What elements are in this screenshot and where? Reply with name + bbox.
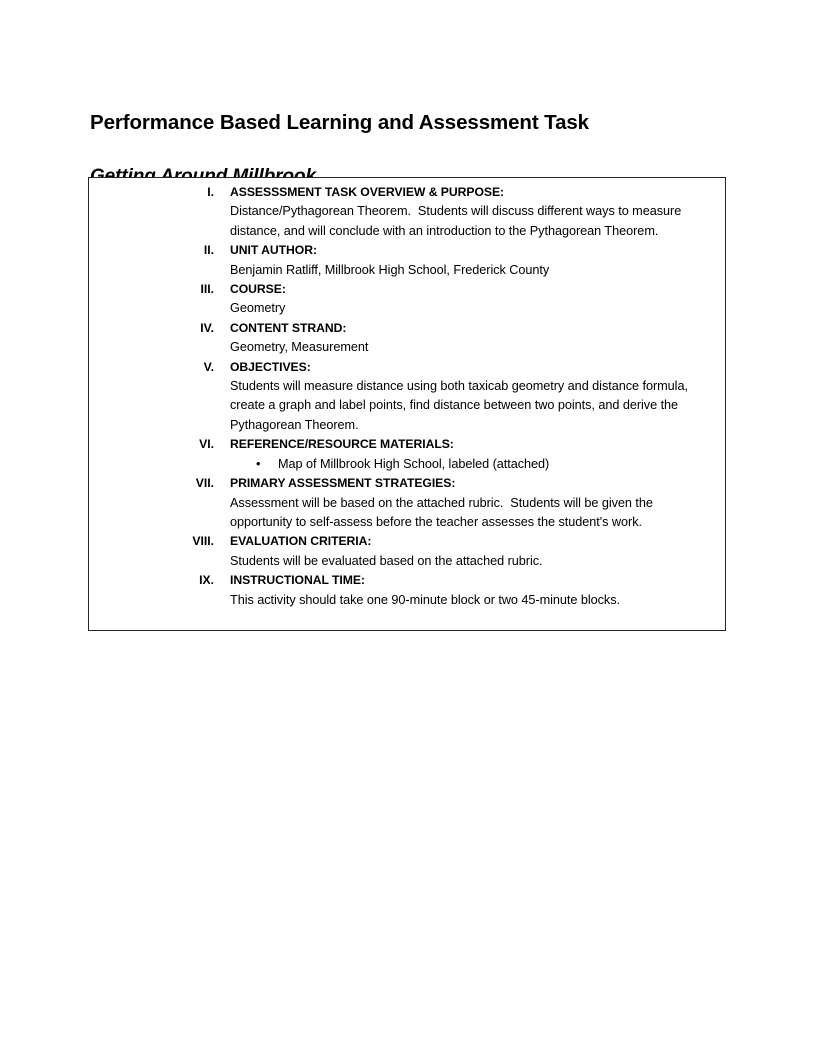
section-heading: OBJECTIVES: [230,359,311,374]
section-body: Geometry [230,301,286,316]
page-title: Performance Based Learning and Assessment Task [90,110,589,134]
section-body: Geometry, Measurement [230,340,369,355]
section-instructional-time [89,571,725,610]
section-numeral: VI. [199,437,214,452]
section-numeral: VII. [195,476,214,491]
section-numeral: III. [200,282,214,297]
section-heading: REFERENCE/RESOURCE MATERIALS: [230,437,454,452]
section-heading: ASSESSSMENT TASK OVERVIEW & PURPOSE: [230,185,505,199]
section-numeral: V. [203,359,214,374]
list-item-label: Map of Millbrook High School, labeled (attached) [278,456,550,471]
task-overview-box [88,177,726,631]
section-numeral: II. [203,243,214,258]
section-heading: UNIT AUTHOR: [230,243,317,258]
section-body: This activity should take one 90-minute block or two 45-minute blocks. [230,592,620,607]
section-heading: COURSE: [230,282,286,297]
section-unit-author [89,241,725,280]
section-heading: CONTENT STRAND: [230,320,347,335]
section-heading: PRIMARY ASSESSMENT STRATEGIES: [230,476,456,491]
section-heading: INSTRUCTIONAL TIME: [230,573,365,588]
section-assessment-task-overview [89,183,725,241]
section-primary-assessment-strategies [89,474,725,532]
section-course [89,280,725,319]
section-numeral: VIII. [192,534,214,549]
reference-materials-list [230,455,715,474]
section-body: Students will be evaluated based on the attached rubric. [230,553,543,568]
list-item [230,455,715,474]
section-numeral: IX. [199,573,214,588]
section-body: Students will measure distance using both taxicab geometry and distance formula, create a graph and label points, find distance between two points, and derive the Pythagorean Theorem. [230,379,692,432]
section-reference-resource-materials [89,435,725,474]
bullet-icon: • [256,456,261,471]
section-numeral: I. [207,185,214,199]
section-content-strand [89,319,725,358]
section-body: Distance/Pythagorean Theorem. Students will discuss different ways to measure distance, and will conclude with an introduction to the Pythagorean Theorem. [230,204,685,238]
section-numeral: IV. [200,320,214,335]
section-body: Benjamin Ratliff, Millbrook High School, Frederick County [230,262,550,277]
section-body: Assessment will be based on the attached rubric. Students will be given the opportunity to self-assess before the teacher assesses the student's work. [230,495,657,529]
section-heading: EVALUATION CRITERIA: [230,534,372,549]
section-objectives [89,358,725,436]
section-evaluation-criteria [89,532,725,571]
